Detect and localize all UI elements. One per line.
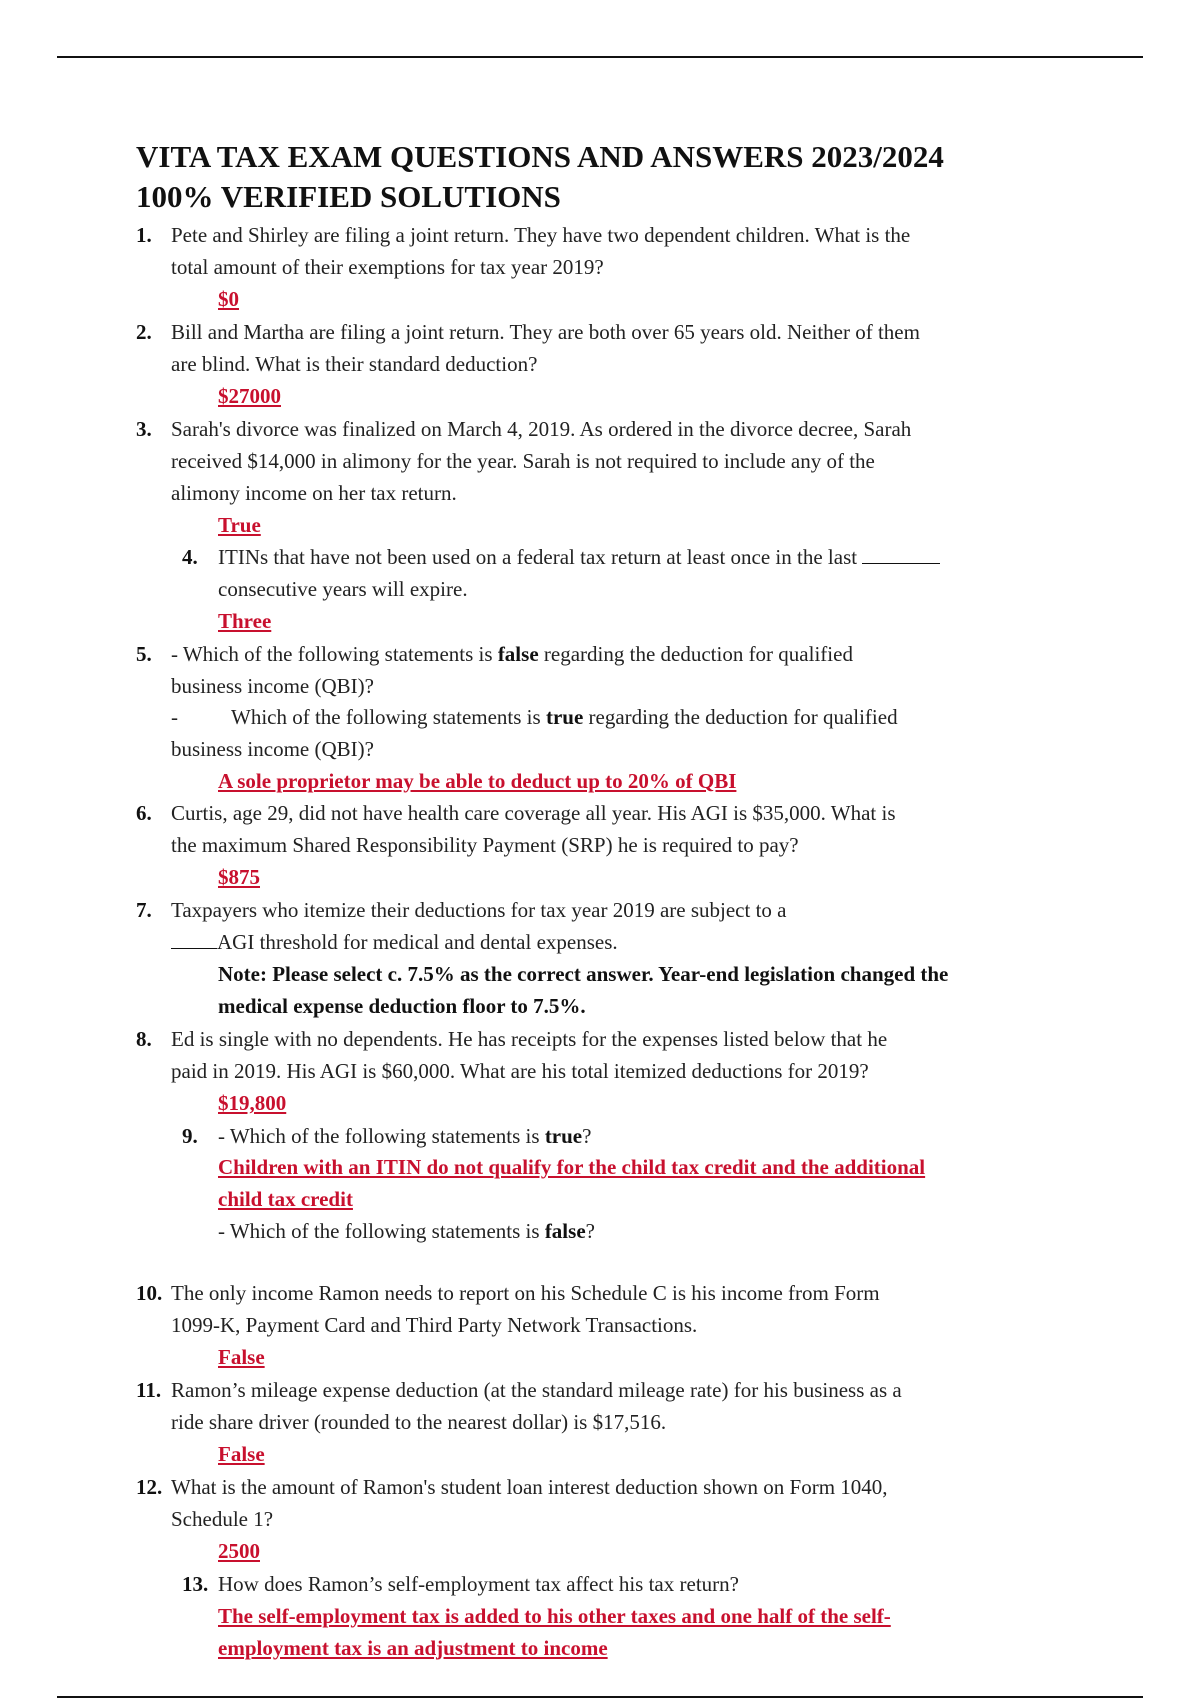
- question-text: The only income Ramon needs to report on his Schedule C is his income from Form: [171, 1281, 880, 1305]
- question-number: 1.: [136, 223, 152, 247]
- answer: True: [218, 513, 261, 537]
- note-text: medical expense deduction floor to 7.5%.: [218, 994, 586, 1018]
- text-part: AGI threshold for medical and dental expenses.: [217, 930, 618, 954]
- answer: The self-employment tax is added to his other taxes and one half of the self-: [218, 1604, 891, 1628]
- question-number: 9.: [182, 1124, 198, 1148]
- emphasis: true: [544, 1124, 583, 1148]
- answer: $19,800: [218, 1091, 287, 1115]
- answer: False: [218, 1345, 265, 1369]
- question-text: Sarah's divorce was finalized on March 4, 2019. As ordered in the divorce decree, Sarah: [171, 417, 912, 441]
- question-text: Taxpayers who itemize their deductions for tax year 2019 are subject to a: [171, 898, 787, 922]
- title-line-2: 100% VERIFIED SOLUTIONS: [136, 179, 561, 214]
- question-text: How does Ramon’s self-employment tax affect his tax return?: [218, 1572, 739, 1596]
- question-number: 10.: [136, 1281, 163, 1305]
- question-number: 8.: [136, 1027, 152, 1051]
- question-text: What is the amount of Ramon's student loan interest deduction shown on Form 1040,: [171, 1475, 888, 1499]
- question-number: 5.: [136, 642, 152, 666]
- question-text: consecutive years will expire.: [218, 577, 468, 601]
- question-text: [231, 701, 898, 733]
- text-part: ?: [582, 1124, 592, 1148]
- question-text: received $14,000 in alimony for the year. Sarah is not required to include any of the: [171, 449, 875, 473]
- question-number: 12.: [136, 1475, 163, 1499]
- answer: $875: [218, 865, 260, 889]
- text-part: - Which of the following statements is: [218, 1219, 545, 1243]
- question-number: 2.: [136, 320, 152, 344]
- question-number: 11.: [136, 1378, 162, 1402]
- answer: 2500: [218, 1539, 260, 1563]
- question-number: 7.: [136, 898, 152, 922]
- question-number: 4.: [182, 545, 198, 569]
- text-part: regarding the deduction for qualified: [583, 705, 898, 729]
- text-part: ?: [585, 1219, 595, 1243]
- answer: employment tax is an adjustment to income: [218, 1636, 608, 1660]
- question-text: are blind. What is their standard deduction?: [171, 352, 538, 376]
- answer: $0: [218, 287, 239, 311]
- question-text: ride share driver (rounded to the nearest dollar) is $17,516.: [171, 1410, 667, 1434]
- question-text: Ed is single with no dependents. He has receipts for the expenses listed below that he: [171, 1027, 888, 1051]
- question-text: Bill and Martha are filing a joint return. They are both over 65 years old. Neither of them: [171, 320, 920, 344]
- question-number: 13.: [182, 1572, 209, 1596]
- text-part: - Which of the following statements is: [218, 1124, 545, 1148]
- emphasis: true: [545, 705, 584, 729]
- question-text: Curtis, age 29, did not have health care coverage all year. His AGI is $35,000. What is: [171, 801, 896, 825]
- text-part: - Which of the following statements is: [171, 642, 498, 666]
- emphasis: false: [497, 642, 539, 666]
- question-number: 6.: [136, 801, 152, 825]
- question-text: paid in 2019. His AGI is $60,000. What are his total itemized deductions for 2019?: [171, 1059, 869, 1083]
- question-text: business income (QBI)?: [171, 737, 374, 761]
- dash-marker: -: [171, 705, 178, 729]
- fill-blank: [171, 928, 217, 949]
- question-text: [218, 1120, 591, 1152]
- question-text: Ramon’s mileage expense deduction (at the standard mileage rate) for his business as a: [171, 1378, 902, 1402]
- text-part: regarding the deduction for qualified: [538, 642, 853, 666]
- top-divider: [57, 56, 1143, 58]
- answer: False: [218, 1442, 265, 1466]
- question-text-part: ITINs that have not been used on a federal tax return at least once in the last: [218, 545, 858, 569]
- question-text: business income (QBI)?: [171, 674, 374, 698]
- question-text: [218, 541, 940, 573]
- question-text: [171, 926, 618, 958]
- emphasis: false: [544, 1219, 586, 1243]
- question-text: 1099-K, Payment Card and Third Party Network Transactions.: [171, 1313, 698, 1337]
- question-text: Schedule 1?: [171, 1507, 274, 1531]
- answer: Three: [218, 609, 272, 633]
- question-text: [218, 1215, 595, 1247]
- question-text: total amount of their exemptions for tax year 2019?: [171, 255, 604, 279]
- title-line-1: VITA TAX EXAM QUESTIONS AND ANSWERS 2023/2024: [136, 139, 944, 174]
- question-text: the maximum Shared Responsibility Payment (SRP) he is required to pay?: [171, 833, 799, 857]
- answer: $27000: [218, 384, 281, 408]
- text-part: Which of the following statements is: [231, 705, 546, 729]
- bottom-divider: [57, 1696, 1143, 1698]
- answer: child tax credit: [218, 1187, 353, 1211]
- question-text: Pete and Shirley are filing a joint return. They have two dependent children. What is the: [171, 223, 911, 247]
- fill-blank: [862, 543, 940, 564]
- document-title: [136, 137, 1096, 217]
- question-text: [171, 638, 853, 670]
- question-text: alimony income on her tax return.: [171, 481, 457, 505]
- answer: Children with an ITIN do not qualify for the child tax credit and the additional: [218, 1155, 926, 1179]
- question-number: 3.: [136, 417, 152, 441]
- note-text: Note: Please select c. 7.5% as the correct answer. Year-end legislation changed the: [218, 962, 949, 986]
- answer: A sole proprietor may be able to deduct up to 20% of QBI: [218, 769, 737, 793]
